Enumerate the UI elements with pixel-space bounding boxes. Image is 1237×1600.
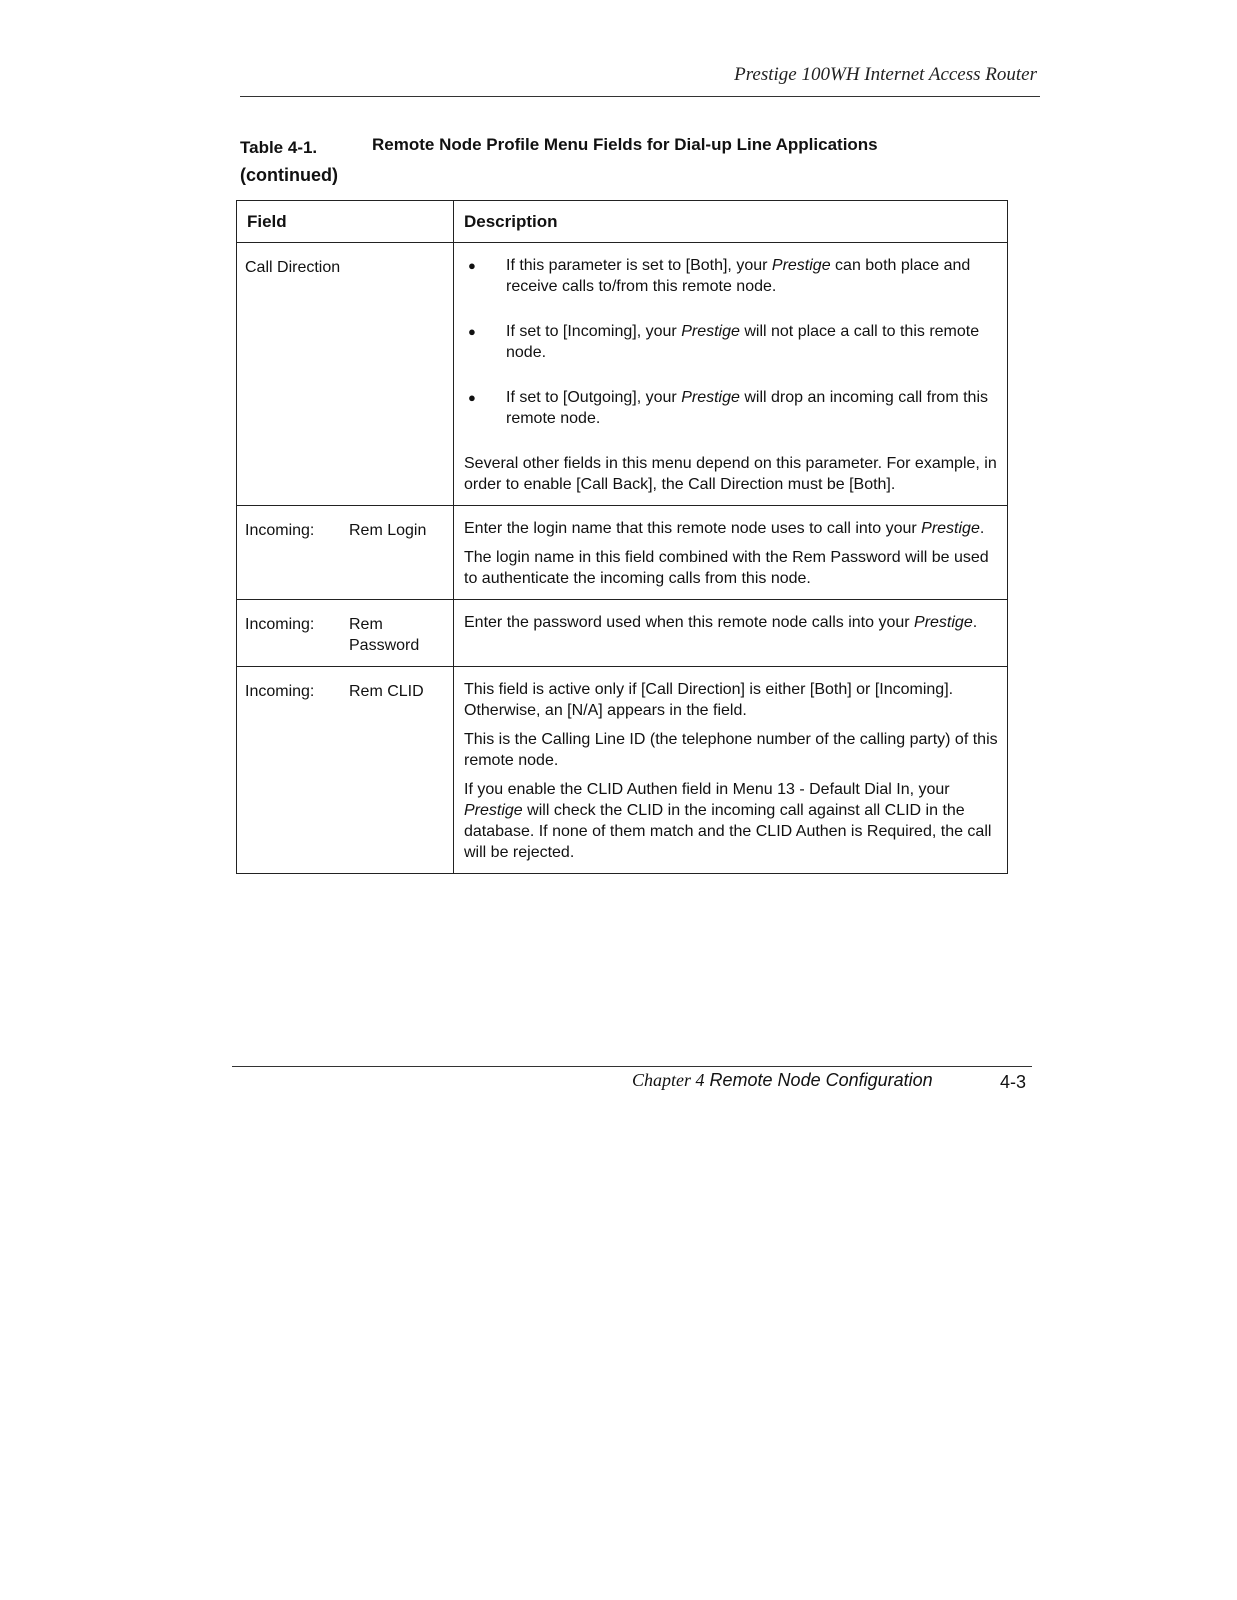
field-cell: Call Direction <box>237 243 454 506</box>
field-direction: Incoming: <box>245 522 315 539</box>
table-row <box>237 506 1008 600</box>
header-description: Description <box>454 201 1008 243</box>
bullet-dot-icon: ● <box>468 258 476 273</box>
table-row <box>237 667 1008 874</box>
field-name: Rem Login <box>349 522 427 539</box>
bullet-item <box>464 255 999 297</box>
table-row <box>237 600 1008 667</box>
bullet-item <box>464 387 999 429</box>
description-cell <box>454 600 1008 667</box>
header-rule <box>240 96 1040 97</box>
running-header: Prestige 100WH Internet Access Router <box>734 64 1037 85</box>
header-field: Field <box>237 201 454 243</box>
field-direction: Incoming: <box>245 616 315 633</box>
description-cell <box>454 506 1008 600</box>
page-number: 4-3 <box>1000 1072 1027 1092</box>
table-header-row <box>237 201 1008 243</box>
table-row <box>237 243 1008 506</box>
paragraph-text: This is the Calling Line ID (the telephone number of the calling party) of this remote node. <box>464 731 998 769</box>
description-paragraph <box>464 779 999 863</box>
field-name: Rem Password <box>349 616 420 654</box>
field-direction: Incoming: <box>245 683 315 700</box>
paragraph-text: Enter the password used when this remote node calls into your Prestige. <box>464 614 978 631</box>
description-paragraph <box>464 679 999 721</box>
description-cell <box>454 243 1008 506</box>
table-label: Table 4-1. <box>240 138 318 157</box>
paragraph-text: The login name in this field combined with the Rem Password will be used to authenticate the incoming calls from this node. <box>464 549 989 587</box>
bullet-dot-icon: ● <box>468 324 476 339</box>
field-cell <box>237 506 454 600</box>
footer-chapter-title: Remote Node Configuration <box>709 1070 933 1090</box>
bullet-dot-icon: ● <box>468 390 476 405</box>
description-paragraph <box>464 612 999 633</box>
description-note: Several other fields in this menu depend on this parameter. For example, in order to enable [Call Back], the Call Direction must be [Both]. <box>464 455 997 493</box>
footer-rule <box>232 1066 1032 1067</box>
description-paragraph <box>464 729 999 771</box>
field-cell <box>237 600 454 667</box>
description-paragraph <box>464 547 999 589</box>
table-title: Remote Node Profile Menu Fields for Dial-up Line Applications <box>372 135 878 154</box>
table-continued: (continued) <box>240 165 338 185</box>
field-name: Rem CLID <box>349 683 424 700</box>
field-table <box>236 200 1008 874</box>
bullet-text: If set to [Outgoing], your Prestige will drop an incoming call from this remote node. <box>506 389 988 427</box>
description-cell <box>454 667 1008 874</box>
footer-chapter <box>632 1070 933 1091</box>
description-paragraph <box>464 518 999 539</box>
footer-chapter-word: Chapter 4 <box>632 1070 705 1090</box>
bullet-item <box>464 321 999 363</box>
paragraph-text: Enter the login name that this remote node uses to call into your Prestige. <box>464 520 985 537</box>
field-cell <box>237 667 454 874</box>
bullet-text: If set to [Incoming], your Prestige will not place a call to this remote node. <box>506 323 980 361</box>
paragraph-text: This field is active only if [Call Direction] is either [Both] or [Incoming]. Otherwise, an [N/A] appears in the field. <box>464 681 954 719</box>
paragraph-text: If you enable the CLID Authen field in Menu 13 - Default Dial In, your Prestige will check the CLID in the incoming call against all CLID in the database. If none of them match and the CLID Authen is Required, the call will be rejected. <box>464 781 992 861</box>
bullet-text: If this parameter is set to [Both], your Prestige can both place and receive calls to/from this remote node. <box>506 257 971 295</box>
